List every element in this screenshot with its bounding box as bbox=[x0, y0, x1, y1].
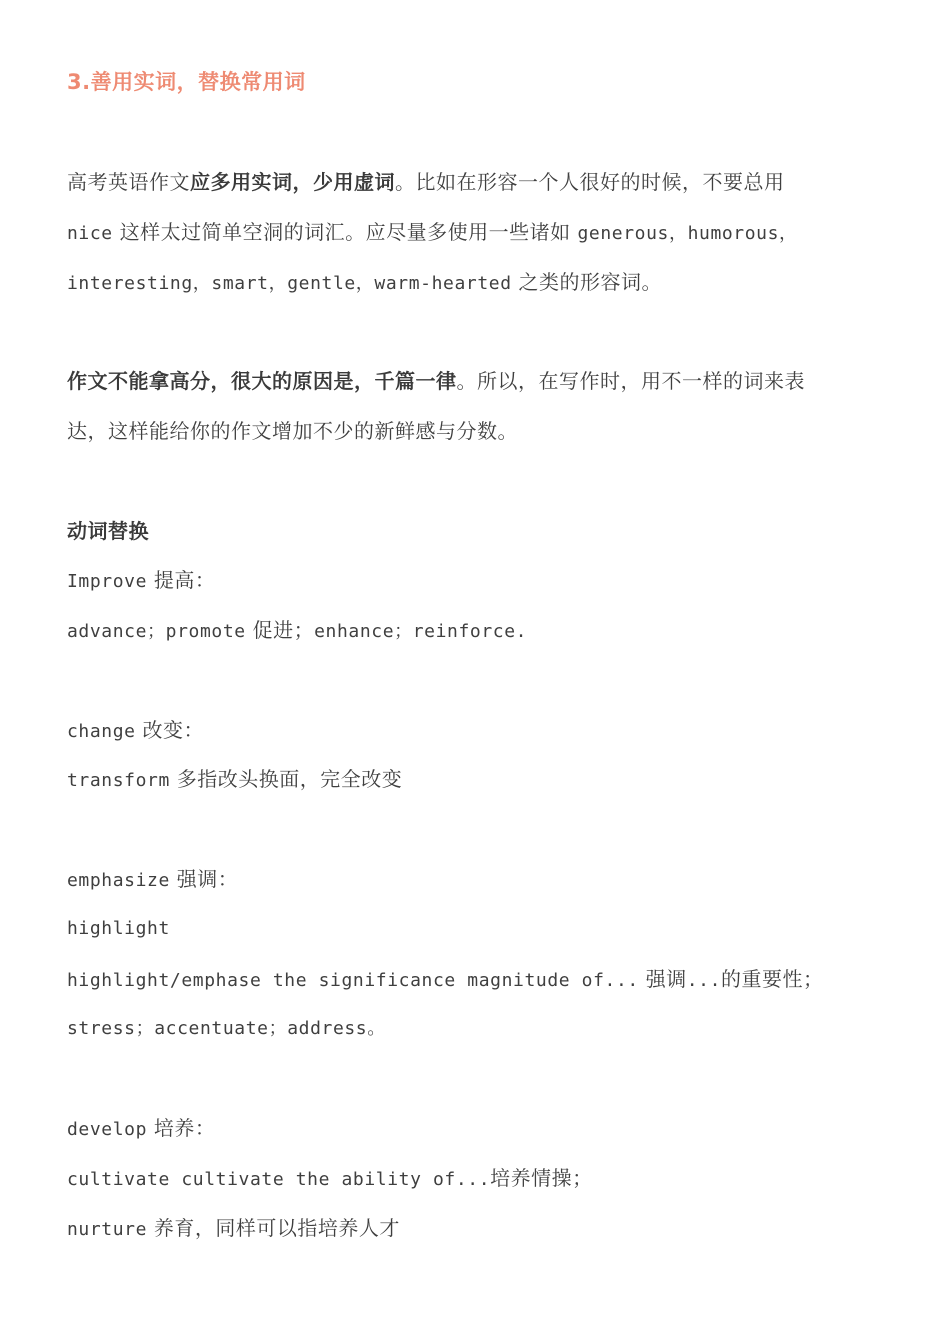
intro-line-1 bbox=[67, 168, 785, 196]
synonyms-en: advance；promote bbox=[67, 621, 246, 642]
term-en: Improve bbox=[67, 571, 148, 592]
reason-line-2: 达，这样能给你的作文增加不少的新鲜感与分数。 bbox=[67, 419, 518, 443]
section-title: 动词替换 bbox=[67, 519, 149, 543]
change-synonyms bbox=[67, 765, 402, 795]
intro-line-2 bbox=[67, 218, 798, 248]
intro-text: 高考英语作文 bbox=[67, 170, 190, 194]
intro-text: 之类的形容词。 bbox=[511, 270, 663, 294]
synonyms-en: enhance；reinforce. bbox=[314, 621, 528, 642]
develop-heading bbox=[67, 1114, 215, 1144]
term-en: emphasize bbox=[67, 870, 170, 891]
intro-text: 。比如在形容一个人很好的时候，不要总用 bbox=[395, 170, 785, 194]
emphasize-heading bbox=[67, 865, 238, 895]
emphasize-synonym-1: highlight bbox=[67, 918, 170, 939]
term-en: develop bbox=[67, 1119, 148, 1140]
example-words: generous，humorous， bbox=[577, 223, 798, 244]
change-heading bbox=[67, 716, 204, 746]
emphasize-synonym-2 bbox=[67, 965, 824, 995]
synonyms-cn: 培养情操； bbox=[490, 1166, 593, 1190]
term-cn: 培养： bbox=[147, 1116, 216, 1140]
synonyms-en: nurture bbox=[67, 1219, 148, 1240]
synonyms-cn: 的重要性； bbox=[721, 967, 824, 991]
reason-line-1 bbox=[67, 367, 805, 395]
example-words: interesting，smart，gentle，warm-hearted bbox=[67, 273, 512, 294]
synonyms-en: cultivate cultivate the ability of... bbox=[67, 1169, 491, 1190]
example-word: nice bbox=[67, 223, 113, 244]
synonyms-en: highlight/emphase the significance magnitude of... bbox=[67, 970, 639, 991]
term-cn: 提高： bbox=[147, 568, 216, 592]
reason-bold: 作文不能拿高分，很大的原因是，千篇一律 bbox=[67, 369, 457, 393]
term-en: change bbox=[67, 721, 136, 742]
section-heading: 3.善用实词，替换常用词 bbox=[67, 70, 306, 94]
synonyms-cn: 促进； bbox=[245, 618, 315, 642]
develop-synonym-2 bbox=[67, 1214, 400, 1244]
synonyms-cn: 养育，同样可以指培养人才 bbox=[147, 1216, 400, 1240]
emphasize-synonym-3: stress；accentuate；address。 bbox=[67, 1018, 386, 1039]
intro-line-3 bbox=[67, 268, 662, 298]
synonyms-en: transform bbox=[67, 770, 170, 791]
develop-synonym-1 bbox=[67, 1164, 593, 1194]
ellipsis: ... bbox=[686, 970, 722, 991]
term-cn: 强调： bbox=[169, 867, 239, 891]
improve-synonyms bbox=[67, 616, 527, 646]
intro-bold: 应多用实词，少用虚词 bbox=[190, 170, 395, 194]
synonyms-cn: 多指改头换面，完全改变 bbox=[169, 767, 403, 791]
reason-text: 。所以，在写作时，用不一样的词来表 bbox=[456, 369, 805, 393]
term-cn: 改变： bbox=[135, 718, 204, 742]
intro-text: 这样太过简单空洞的词汇。应尽量多使用一些诸如 bbox=[112, 220, 578, 244]
improve-heading bbox=[67, 566, 215, 596]
synonyms-cn: 强调 bbox=[638, 967, 687, 991]
